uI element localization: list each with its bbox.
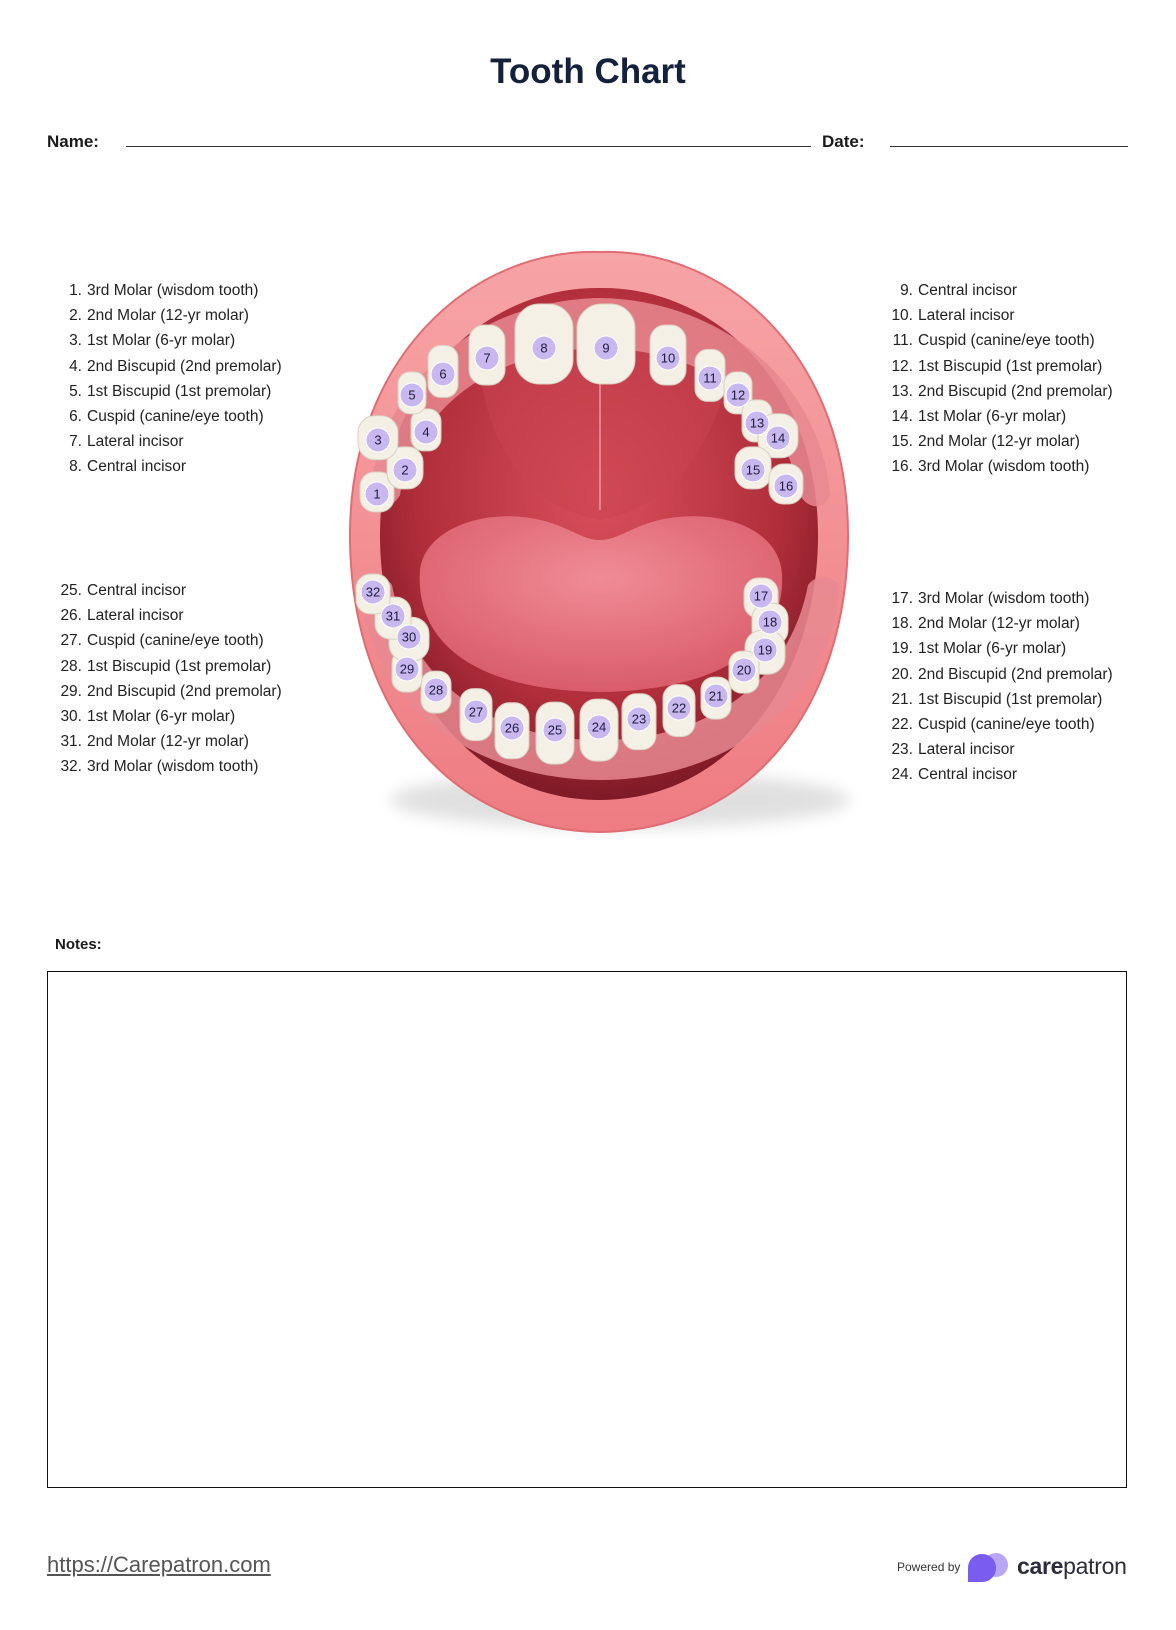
marker-number: 13 [749,415,765,431]
carepatron-wordmark [1017,1553,1127,1580]
tooth-list-item [871,762,1113,787]
marker-number: 24 [591,719,607,735]
tooth-marker-2 [393,458,417,482]
tooth-number: 13. [891,382,913,400]
marker-number: 25 [547,722,563,738]
tooth-marker-25 [543,718,567,742]
tooth-name: 1st Molar (6-yr molar) [918,640,1067,658]
tooth-name: 1st Biscupid (1st premolar) [918,357,1103,375]
tooth-number: 20. [891,665,913,683]
tooth-list-item [50,328,282,353]
tooth-name: Central incisor [918,766,1018,784]
tooth-number: 25. [60,582,82,599]
tooth-marker-16 [774,474,798,498]
tooth-number: 19. [891,640,913,658]
marker-number: 32 [365,584,381,600]
tooth-list-item [50,729,282,754]
powered-by-label: Powered by [897,1560,961,1574]
marker-number: 29 [399,661,415,677]
marker-number: 7 [483,350,491,366]
marker-number: 26 [504,720,520,736]
marker-number: 4 [422,424,430,440]
tooth-name: Cuspid (canine/eye tooth) [87,632,264,650]
tooth-number: 16. [891,458,913,476]
tooth-name: Central incisor [87,458,187,476]
tooth-name: Cuspid (canine/eye tooth) [918,715,1095,733]
tooth-name: 3rd Molar (wisdom tooth) [918,458,1090,476]
tooth-number: 18. [891,615,913,633]
tooth-marker-27 [464,700,488,724]
tooth-list-item [871,278,1113,303]
tooth-list-item [50,603,282,628]
tooth-list-item [871,636,1113,661]
carepatron-logo-icon [966,1550,1016,1584]
tooth-list-item [871,303,1113,328]
tooth-list-item [50,278,282,303]
tooth-number: 5. [69,382,82,400]
tooth-list-item [871,328,1113,353]
tooth-name: 3rd Molar (wisdom tooth) [918,590,1090,607]
date-label: Date: [822,132,865,151]
tooth-list-item [50,628,282,653]
tooth-name: 1st Molar (6-yr molar) [87,332,236,350]
tooth-marker-5 [400,383,424,407]
tooth-number: 22. [891,715,913,733]
tooth-number: 7. [69,433,82,451]
tooth-marker-11 [698,366,722,390]
tooth-list-item [50,429,282,454]
marker-number: 28 [428,682,444,698]
tooth-marker-8 [532,336,556,360]
notes-label: Notes: [55,936,102,953]
tooth-list-item [871,354,1113,379]
tooth-marker-22 [667,696,691,720]
tooth-number: 29. [60,682,82,700]
tooth-name: Cuspid (canine/eye tooth) [918,332,1095,350]
tooth-number: 14. [891,407,913,425]
marker-number: 2 [401,462,409,478]
tooth-number: 21. [891,690,913,708]
tooth-marker-17 [749,584,773,608]
tooth-number: 26. [60,607,82,625]
brand-rest: patron [1063,1553,1127,1579]
tooth-marker-14 [766,426,790,450]
tooth-list-item [50,303,282,328]
tooth-marker-19 [753,638,777,662]
notes-box[interactable] [47,971,1127,1488]
tooth-marker-21 [704,684,728,708]
tooth-name: Lateral incisor [87,607,184,625]
tooth-number: 27. [60,632,82,650]
tooth-name: 2nd Biscupid (2nd premolar) [918,382,1113,400]
tooth-name: 1st Biscupid (1st premolar) [87,382,272,400]
tooth-list-item [50,379,282,404]
tooth-name: Central incisor [87,582,187,599]
lower-left-tooth-list [871,586,1113,788]
tooth-marker-15 [741,458,765,482]
name-field[interactable] [126,146,811,147]
tooth-name: 1st Biscupid (1st premolar) [87,657,272,675]
tooth-list-item [871,429,1113,454]
tooth-list-item [871,611,1113,636]
tooth-list-item [50,704,282,729]
tooth-list-item [871,662,1113,687]
marker-number: 30 [401,629,417,645]
tooth-name: 2nd Biscupid (2nd premolar) [87,357,282,375]
tooth-name: 1st Molar (6-yr molar) [87,707,236,725]
marker-number: 10 [660,350,676,366]
tooth-list-item [50,354,282,379]
tooth-number: 17. [891,590,913,607]
tooth-marker-13 [745,411,769,435]
marker-number: 20 [736,662,752,678]
tooth-number: 23. [891,741,913,759]
tooth-number: 4. [69,357,82,375]
tooth-marker-9 [594,336,618,360]
tooth-marker-32 [361,580,385,604]
tooth-marker-7 [475,346,499,370]
tooth-marker-4 [414,420,438,444]
tooth-list-item [50,404,282,429]
upper-right-tooth-list [50,278,282,480]
date-field[interactable] [890,146,1128,147]
tooth-list-item [50,679,282,704]
tooth-list-item [871,379,1113,404]
upper-left-tooth-list [871,278,1113,480]
marker-number: 5 [408,387,416,403]
tooth-number: 9. [900,282,913,299]
mouth-illustration [330,240,870,850]
tooth-marker-3 [366,428,390,452]
marker-number: 12 [730,387,746,403]
tooth-number: 32. [60,758,82,776]
tooth-name: 2nd Molar (12-yr molar) [918,433,1080,451]
tooth-number: 30. [60,707,82,725]
footer-link[interactable]: https://Carepatron.com [47,1552,271,1577]
tooth-number: 15. [891,433,913,451]
tooth-marker-23 [627,707,651,731]
tooth-name: Cuspid (canine/eye tooth) [87,407,264,425]
marker-number: 8 [540,340,548,356]
tooth-number: 11. [892,332,913,350]
tooth-list-item [871,712,1113,737]
marker-number: 6 [439,366,447,382]
tooth-name: 1st Molar (6-yr molar) [918,407,1067,425]
tooth-name: 2nd Biscupid (2nd premolar) [918,665,1113,683]
tooth-number: 6. [69,407,82,425]
marker-number: 16 [778,478,794,494]
marker-number: 19 [757,642,773,658]
tooth-list-item [50,754,282,779]
tooth-name: Lateral incisor [87,433,184,451]
tooth-marker-18 [758,610,782,634]
brand-bold: care [1017,1553,1064,1579]
tooth-name: 2nd Biscupid (2nd premolar) [87,682,282,700]
marker-number: 14 [770,430,786,446]
tooth-list-item [871,737,1113,762]
tooth-list-item [871,586,1113,611]
name-label: Name: [47,132,99,151]
marker-number: 11 [703,370,717,386]
tooth-marker-6 [431,362,455,386]
marker-number: 3 [374,432,382,448]
marker-number: 15 [745,462,761,478]
lower-right-tooth-list [50,578,282,780]
tooth-marker-12 [726,383,750,407]
marker-number: 18 [762,614,778,630]
marker-number: 21 [708,688,724,704]
tooth-marker-10 [656,346,680,370]
tooth-list-item [871,454,1113,479]
tooth-list-item [50,454,282,479]
marker-number: 31 [385,608,401,624]
tooth-marker-31 [381,604,405,628]
marker-number: 27 [468,704,484,720]
tooth-number: 10. [891,307,913,325]
tooth-number: 1. [69,282,82,299]
tooth-list-item [871,687,1113,712]
marker-number: 17 [753,588,769,604]
tooth-marker-24 [587,715,611,739]
tooth-marker-26 [500,716,524,740]
tooth-name: 2nd Molar (12-yr molar) [87,307,249,325]
tooth-marker-20 [732,658,756,682]
marker-number: 9 [602,340,610,356]
tooth-list-item [871,404,1113,429]
tooth-name: 3rd Molar (wisdom tooth) [87,282,259,299]
tooth-name: Lateral incisor [918,741,1015,759]
tooth-name: 1st Biscupid (1st premolar) [918,690,1103,708]
marker-number: 22 [671,700,687,716]
tooth-marker-30 [397,625,421,649]
tooth-number: 12. [891,357,913,375]
tooth-marker-1 [365,482,389,506]
tooth-name: 2nd Molar (12-yr molar) [87,733,249,751]
tooth-number: 8. [69,458,82,476]
tooth-number: 28. [60,657,82,675]
tooth-list-item [50,578,282,603]
tooth-list-item [50,654,282,679]
tooth-number: 2. [69,307,82,325]
tooth-name: 2nd Molar (12-yr molar) [918,615,1080,633]
tooth-marker-29 [395,657,419,681]
page-title: Tooth Chart [490,52,686,91]
tooth-name: Central incisor [918,282,1018,299]
marker-number: 23 [631,711,647,727]
marker-number: 1 [373,486,381,502]
tooth-name: Lateral incisor [918,307,1015,325]
tooth-name: 3rd Molar (wisdom tooth) [87,758,259,776]
tooth-number: 24. [891,766,913,784]
tooth-marker-28 [424,678,448,702]
tooth-number: 3. [69,332,82,350]
tooth-number: 31. [60,733,82,751]
